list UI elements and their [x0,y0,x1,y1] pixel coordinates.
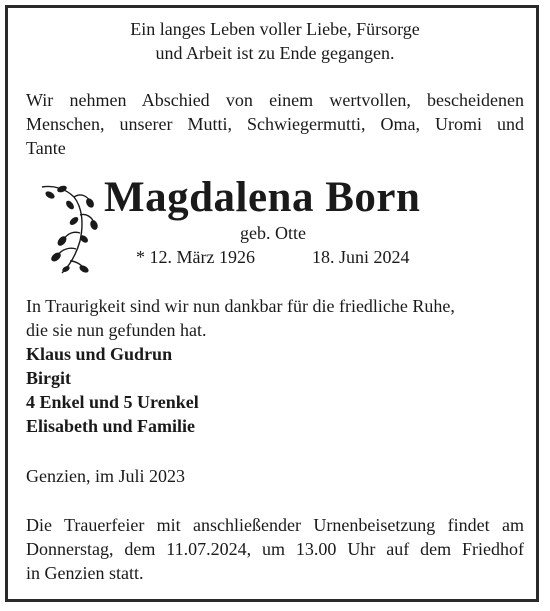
intro-line: Ein langes Leben voller Liebe, Fürsorge [130,19,420,39]
place-date: Genzien, im Juli 2023 [26,466,185,486]
mourner: Elisabeth und Familie [26,416,196,436]
intro-line: und Arbeit ist zu Ende gegangen. [155,43,395,63]
funeral-line: in Genzien statt. [26,563,144,583]
mourner: Birgit [26,368,71,388]
grief-line: In Traurigkeit sind wir nun dankbar für die friedliche Ruhe, [26,296,455,316]
funeral-info [26,513,524,585]
farewell-line: Tante [26,138,66,158]
maiden-name: geb. Otte [240,223,306,243]
death-date: 18. Juni 2024 [312,247,410,267]
farewell-line: Wir nehmen Abschied von einem wertvollen, bescheidenen [26,90,524,110]
deceased-name: Magdalena Born [104,174,421,221]
farewell-line: Menschen, unserer Mutti, Schwiegermutti, Oma, Uromi und [26,114,524,134]
mourner: 4 Enkel und 5 Urenkel [26,392,199,412]
mourner: Klaus und Gudrun [26,344,173,364]
grief-line: die sie nun gefunden hat. [26,320,207,340]
funeral-line: Die Trauerfeier mit anschließender Urnenbeisetzung findet am [26,515,524,535]
grief-text [26,294,524,342]
funeral-line: Donnerstag, dem 11.07.2024, um 13.00 Uhr auf dem Friedhof [26,539,524,559]
leafy-branch-icon [40,183,98,275]
farewell-text [26,88,524,160]
mourners-list [26,342,524,438]
intro-text [18,17,532,65]
birth-date: * 12. März 1926 [136,247,255,267]
